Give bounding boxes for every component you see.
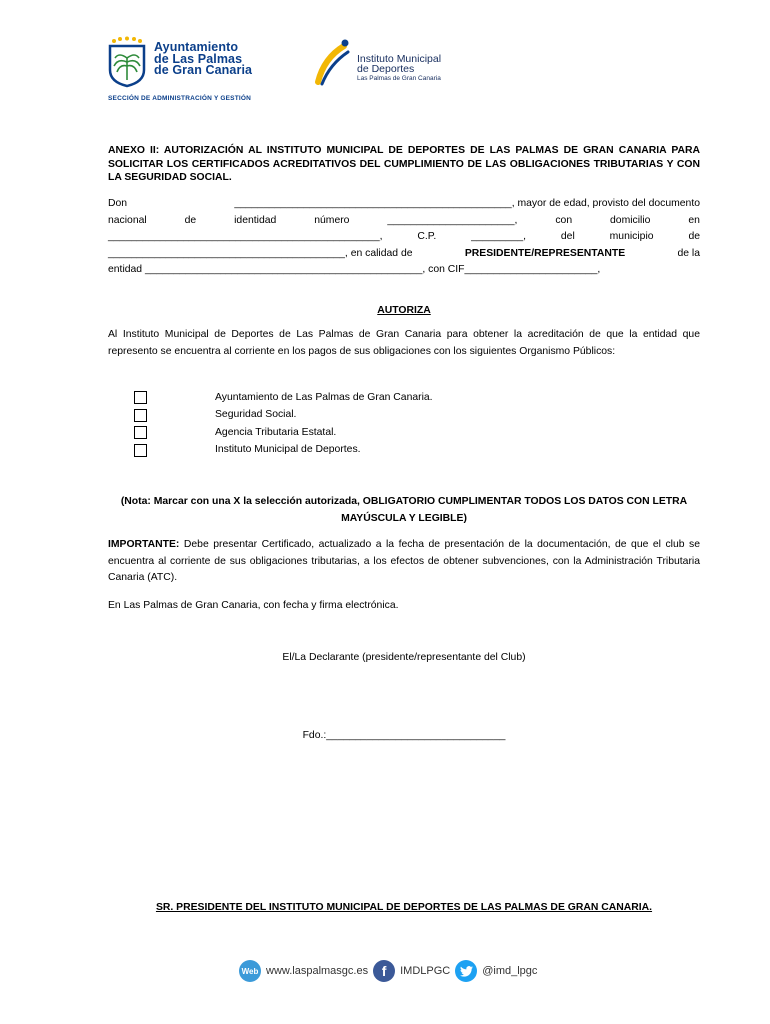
- checkbox-ayuntamiento[interactable]: [134, 391, 147, 404]
- name-field[interactable]: ________________________________________________, mayor de edad, provisto del documento: [234, 198, 700, 209]
- form-row-5: [108, 262, 700, 279]
- checklist-label: Instituto Municipal de Deportes.: [215, 444, 361, 456]
- id-number-field[interactable]: ______________________,: [387, 214, 518, 226]
- declarant-form: [108, 196, 700, 279]
- form-row-1: [108, 196, 700, 213]
- logo2-line-1: Instituto Municipal: [357, 53, 442, 65]
- imd-logo: [314, 38, 464, 90]
- text-word: municipio: [609, 231, 654, 243]
- logo1-line-3: de Gran Canaria: [154, 63, 253, 77]
- text-word: número: [314, 214, 350, 226]
- checklist-label: Ayuntamiento de Las Palmas de Gran Canaria.: [215, 391, 433, 403]
- imd-name: [357, 54, 441, 84]
- text-word: en: [688, 214, 700, 226]
- municipality-field[interactable]: _________________________________________, en calidad de: [108, 247, 413, 259]
- place-date: En Las Palmas de Gran Canaria, con fecha y firma electrónica.: [108, 600, 399, 611]
- form-row-4: [108, 246, 700, 263]
- text-word: del: [560, 231, 575, 243]
- text-word: domicilio: [610, 214, 651, 226]
- note-text: (Nota: Marcar con una X la selección autorizada, OBLIGATORIO CUMPLIMENTAR TODOS LOS DATOS CON LETRA MAYÚSCULA Y LEGIBLE): [120, 496, 688, 524]
- section-label: SECCIÓN DE ADMINISTRACIÓN Y GESTIÓN: [108, 95, 252, 102]
- checklist-item: [134, 389, 433, 407]
- logo2-line-2: de Deportes: [357, 63, 415, 75]
- logo2-line-3: Las Palmas de Gran Canaria: [357, 75, 441, 82]
- facebook-link[interactable]: IMDLPGC: [400, 965, 451, 977]
- importante-label: IMPORTANTE:: [108, 539, 180, 550]
- web-icon: Web: [239, 960, 261, 982]
- role-label: PRESIDENTE/REPRESENTANTE: [464, 247, 626, 259]
- text-word: de la: [677, 247, 700, 259]
- runner-icon: [314, 38, 354, 88]
- website-link[interactable]: www.laspalmasgc.es: [266, 965, 369, 977]
- ayuntamiento-name: [154, 42, 252, 77]
- crest-icon: [104, 36, 150, 88]
- address-field[interactable]: _______________________________________________,: [108, 231, 383, 243]
- checkbox-seguridad-social[interactable]: [134, 409, 147, 422]
- document-title: ANEXO II: AUTORIZACIÓN AL INSTITUTO MUNICIPAL DE DEPORTES DE LAS PALMAS DE GRAN CANARIA PARA SOLICITAR LOS CERTIFICADOS ACREDITATIVOS DEL CUMPLIMIENTO DE LAS OBLIGACIONES TRIBUTARIAS Y CON LA SEGURIDAD SOCIAL.: [108, 145, 700, 183]
- logo1-line-1: Ayuntamiento: [154, 40, 239, 54]
- ayuntamiento-logo: [104, 36, 264, 98]
- text-word: de: [688, 231, 700, 243]
- signature-line[interactable]: Fdo.:_______________________________: [302, 730, 506, 741]
- checklist-item: [134, 442, 433, 460]
- importante-text: Debe presentar Certificado, actualizado a la fecha de presentación de la documentación, de que el club se encuentra al corriente de sus obligaciones tributarias, a los efectos de obtener subvenciones, con la Administración Tributaria Canaria (ATC).: [108, 539, 700, 584]
- text-word: nacional: [108, 214, 147, 226]
- declarante-label: El/La Declarante (presidente/representante del Club): [282, 652, 526, 663]
- facebook-icon: f: [373, 960, 395, 982]
- autoriza-heading: AUTORIZA: [377, 305, 431, 316]
- logo1-line-2: de Las Palmas: [154, 51, 243, 66]
- addressee: SR. PRESIDENTE DEL INSTITUTO MUNICIPAL DE DEPORTES DE LAS PALMAS DE GRAN CANARIA.: [155, 902, 653, 913]
- checkbox-agencia-tributaria[interactable]: [134, 426, 147, 439]
- form-row-2: [108, 213, 700, 230]
- form-row-3: [108, 229, 700, 246]
- autoriza-paragraph: Al Instituto Municipal de Deportes de Las Palmas de Gran Canaria para obtener la acreditación de que la entidad que represento se encuentra al corriente en los pagos de sus obligaciones con los siguientes Organismo Públicos:: [108, 329, 700, 357]
- contact-bar: [236, 957, 537, 985]
- organism-checklist: [134, 389, 433, 459]
- text-word: de: [184, 214, 197, 226]
- label-don: Don: [108, 198, 128, 209]
- twitter-link[interactable]: @imd_lpgc: [482, 965, 538, 977]
- text-word: con: [555, 214, 573, 226]
- postal-code-field[interactable]: _________,: [471, 231, 527, 243]
- twitter-icon: [455, 960, 477, 982]
- checklist-label: Agencia Tributaria Estatal.: [215, 426, 337, 438]
- text-word: identidad: [234, 214, 277, 226]
- checklist-item: [134, 407, 433, 425]
- entity-cif-field[interactable]: entidad ________________________________________________, con CIF_______________________,: [108, 264, 601, 276]
- checklist-item: [134, 424, 433, 442]
- checklist-label: Seguridad Social.: [215, 409, 297, 421]
- label-cp: C.P.: [417, 231, 437, 243]
- importante-paragraph: [108, 537, 700, 587]
- bird-icon: [460, 966, 473, 977]
- checkbox-imd[interactable]: [134, 444, 147, 457]
